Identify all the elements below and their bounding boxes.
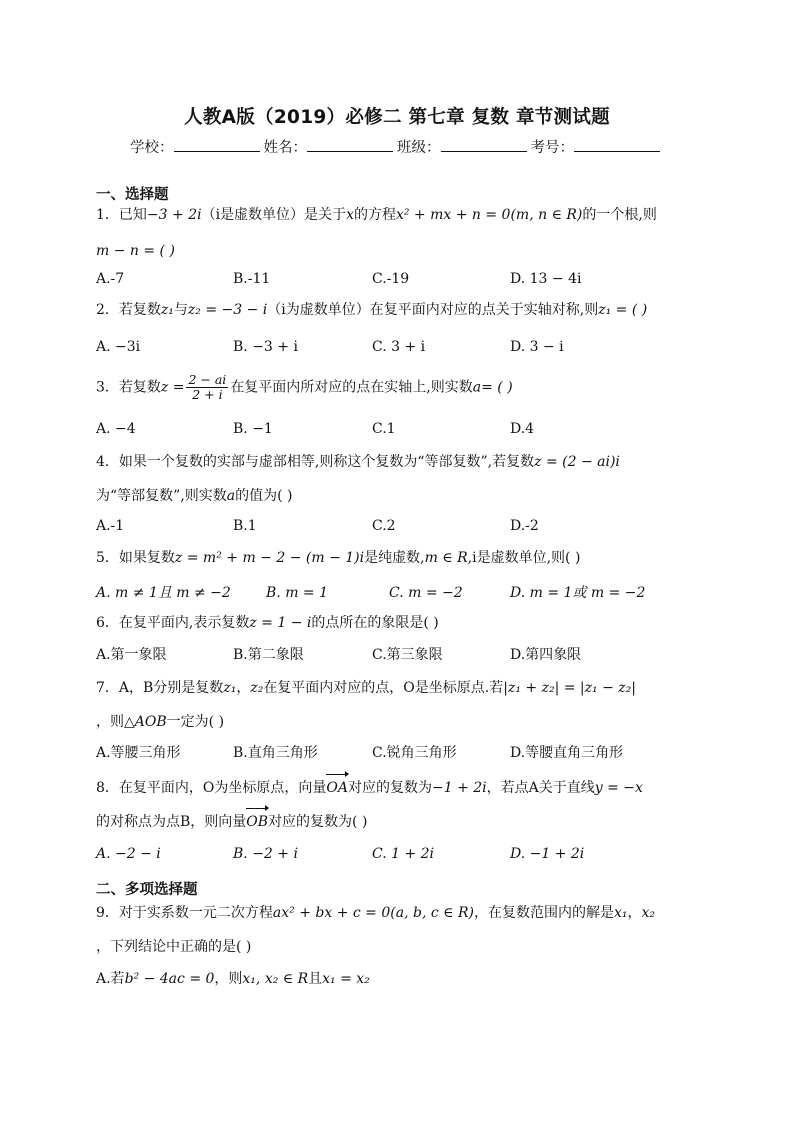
name-blank[interactable] xyxy=(307,137,393,152)
question-1-option-d[interactable]: D. 13 − 4i xyxy=(510,271,582,287)
class-blank[interactable] xyxy=(441,137,527,152)
question-6-option-c[interactable]: C.第三象限 xyxy=(372,647,443,663)
question-6-stem: 6．在复平面内,表示复数z = 1 − i的点所在的象限是( ) xyxy=(96,615,439,631)
question-2-option-d[interactable]: D. 3 − i xyxy=(510,339,564,355)
question-1-option-b[interactable]: B.-11 xyxy=(233,271,271,287)
question-3-option-a[interactable]: A. −4 xyxy=(96,421,136,437)
question-1-stem-line2: m − n = ( ) xyxy=(96,243,175,259)
question-6-option-a[interactable]: A.第一象限 xyxy=(96,647,167,663)
question-5-option-b[interactable]: B. m = 1 xyxy=(266,585,329,601)
fraction: $\frac{2 - ai}{2 + i}$ xyxy=(188,372,227,402)
question-1-stem: 1．已知−3 + 2i（i是虚数单位）是关于x的方程x² + mx + n = 0(m, n ∈ R)的一个根,则 xyxy=(96,207,657,223)
question-2-option-b[interactable]: B. −3 + i xyxy=(233,339,298,355)
question-2-option-a[interactable]: A. −3i xyxy=(96,339,141,355)
school-label: 学校： xyxy=(130,140,174,156)
section-heading-single-choice: 一、选择题 xyxy=(96,187,169,203)
page-title: 人教A版（2019）必修二 第七章 复数 章节测试题 xyxy=(184,107,610,128)
student-info-row xyxy=(0,136,794,157)
class-label: 班级： xyxy=(397,140,441,156)
question-7-stem: 7．A，B分别是复数z₁，z₂在复平面内对应的点，O是坐标原点.若|z₁ + z₂| = |z₁ − z₂| xyxy=(96,680,636,696)
question-7-option-d[interactable]: D.等腰直角三角形 xyxy=(510,745,624,761)
question-5-option-c[interactable]: C. m = −2 xyxy=(389,585,463,601)
question-9-stem: 9．对于实系数一元二次方程ax² + bx + c = 0(a, b, c ∈ R)，在复数范围内的解是x₁，x₂ xyxy=(96,905,655,921)
question-8-option-b[interactable]: B. −2 + i xyxy=(233,846,298,862)
question-9-stem-line2: ，下列结论中正确的是( ) xyxy=(96,939,252,955)
question-5-option-d[interactable]: D. m = 1或 m = −2 xyxy=(510,585,646,601)
question-7-stem-line2: ，则△AOB一定为( ) xyxy=(96,714,225,730)
id-label: 考号： xyxy=(530,140,574,156)
name-label: 姓名： xyxy=(263,140,307,156)
id-blank[interactable] xyxy=(574,137,660,152)
question-6-option-b[interactable]: B.第二象限 xyxy=(233,647,304,663)
question-8-stem-line2: 的对称点为点B，则向量OB对应的复数为( ) xyxy=(96,811,698,833)
question-7-option-b[interactable]: B.直角三角形 xyxy=(233,745,318,761)
question-8-option-c[interactable]: C. 1 + 2i xyxy=(372,846,435,862)
question-2-option-c[interactable]: C. 3 + i xyxy=(372,339,426,355)
question-3-option-c[interactable]: C.1 xyxy=(372,421,396,437)
question-3-option-d[interactable]: D.4 xyxy=(510,421,535,437)
question-2-stem: 2．若复数z₁与z₂ = −3 − i（i为虚数单位）在复平面内对应的点关于实轴对称,则z₁ = ( ) xyxy=(96,302,648,318)
question-1-option-c[interactable]: C.-19 xyxy=(372,271,410,287)
question-3-stem: 3．若复数z = $\frac{2 - ai}{2 + i}$ 在复平面内所对应的点在实轴上,则实数a= ( ) xyxy=(96,372,513,402)
question-1-option-a[interactable]: A.-7 xyxy=(96,271,125,287)
question-4-option-c[interactable]: C.2 xyxy=(372,518,396,534)
question-4-option-d[interactable]: D.-2 xyxy=(510,518,539,534)
vector-ob: OB xyxy=(246,811,268,833)
question-7-option-c[interactable]: C.锐角三角形 xyxy=(372,745,457,761)
question-4-stem: 4．如果一个复数的实部与虚部相等,则称这个复数为“等部复数”,若复数z = (2 − ai)i xyxy=(96,454,620,470)
question-4-option-a[interactable]: A.-1 xyxy=(96,518,125,534)
question-6-option-d[interactable]: D.第四象限 xyxy=(510,647,582,663)
school-blank[interactable] xyxy=(174,137,260,152)
question-8-option-d[interactable]: D. −1 + 2i xyxy=(510,846,585,862)
question-3-option-b[interactable]: B. −1 xyxy=(233,421,273,437)
vector-oa: OA xyxy=(326,777,348,799)
question-4-stem-line2: 为“等部复数”,则实数a的值为( ) xyxy=(96,488,293,504)
question-5-option-a[interactable]: A. m ≠ 1且 m ≠ −2 xyxy=(96,585,231,601)
question-8-option-a[interactable]: A. −2 − i xyxy=(96,846,161,862)
question-5-stem: 5．如果复数z = m² + m − 2 − (m − 1)i是纯虚数,m ∈ R,i是虚数单位,则( ) xyxy=(96,550,581,566)
section-heading-multi-choice: 二、多项选择题 xyxy=(96,882,198,898)
question-7-option-a[interactable]: A.等腰三角形 xyxy=(96,745,181,761)
question-8-stem: 8．在复平面内，O为坐标原点，向量OA对应的复数为−1 + 2i，若点A关于直线y = −x xyxy=(96,777,698,799)
question-4-option-b[interactable]: B.1 xyxy=(233,518,257,534)
question-9-option-a[interactable]: A.若b² − 4ac = 0，则x₁, x₂ ∈ R且x₁ = x₂ xyxy=(96,971,370,987)
